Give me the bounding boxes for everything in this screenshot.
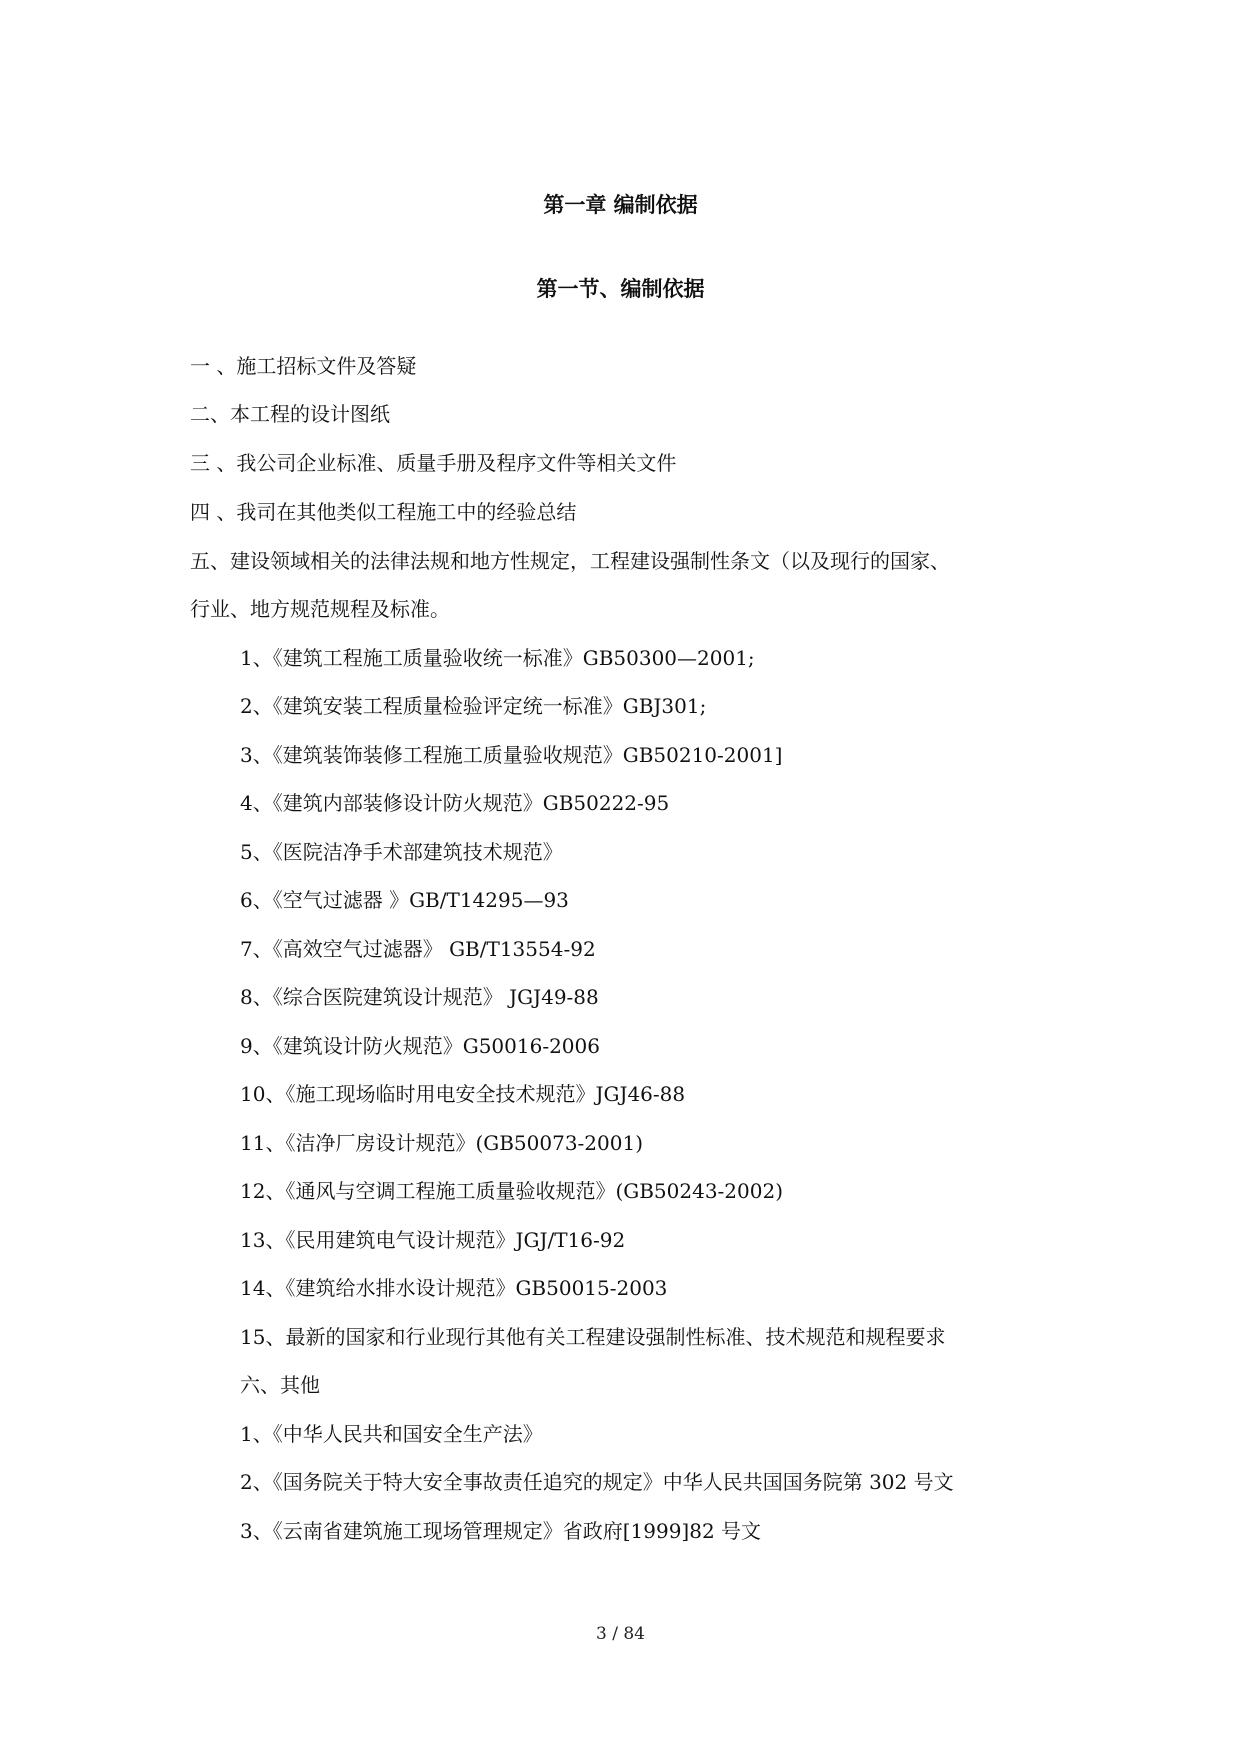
other-item: 3、《云南省建筑施工现场管理规定》省政府[1999]82 号文 — [240, 1519, 762, 1543]
basis-item: 三 、我公司企业标准、质量手册及程序文件等相关文件 — [190, 451, 677, 475]
standard-item: 6、《空气过滤器 》GB/T14295—93 — [240, 888, 569, 912]
other-item: 2、《国务院关于特大安全事故责任追究的规定》中华人民共国国务院第 302 号文 — [240, 1470, 954, 1494]
basis-item: 四 、我司在其他类似工程施工中的经验总结 — [190, 500, 577, 524]
standard-item: 3、《建筑装饰装修工程施工质量验收规范》GB50210-2001] — [240, 743, 783, 767]
standard-item: 15、最新的国家和行业现行其他有关工程建设强制性标准、技术规范和规程要求 — [240, 1325, 946, 1349]
chapter-title: 第一章 编制依据 — [543, 193, 698, 217]
standard-item: 9、《建筑设计防火规范》G50016-2006 — [240, 1034, 600, 1058]
standard-item: 11、《洁净厂房设计规范》(GB50073-2001) — [240, 1131, 644, 1155]
standard-item: 7、《高效空气过滤器》 GB/T13554-92 — [240, 937, 596, 961]
standard-item: 12、《通风与空调工程施工质量验收规范》(GB50243-2002) — [240, 1179, 784, 1203]
other-heading: 六、其他 — [240, 1373, 320, 1397]
standard-item: 10、《施工现场临时用电安全技术规范》JGJ46-88 — [240, 1082, 686, 1106]
standard-item: 13、《民用建筑电气设计规范》JGJ/T16-92 — [240, 1228, 626, 1252]
standard-item: 8、《综合医院建筑设计规范》 JGJ49-88 — [240, 985, 599, 1009]
other-item: 1、《中华人民共和国安全生产法》 — [240, 1422, 543, 1446]
standard-item: 1、《建筑工程施工质量验收统一标准》GB50300—2001; — [240, 646, 755, 670]
section-title: 第一节、编制依据 — [536, 277, 705, 301]
standard-item: 14、《建筑给水排水设计规范》GB50015-2003 — [240, 1276, 668, 1300]
standard-item: 4、《建筑内部装修设计防火规范》GB50222-95 — [240, 791, 670, 815]
basis-item-continuation: 行业、地方规范规程及标准。 — [190, 597, 450, 621]
basis-item: 五、建设领域相关的法律法规和地方性规定，工程建设强制性条文（以及现行的国家、 — [190, 549, 950, 573]
basis-item: 一 、施工招标文件及答疑 — [190, 354, 417, 378]
standard-item: 2、《建筑安装工程质量检验评定统一标准》GBJ301; — [240, 694, 707, 718]
standard-item: 5、《医院洁净手术部建筑技术规范》 — [240, 840, 563, 864]
basis-item: 二、本工程的设计图纸 — [190, 402, 390, 426]
page-number: 3 / 84 — [596, 1624, 645, 1644]
